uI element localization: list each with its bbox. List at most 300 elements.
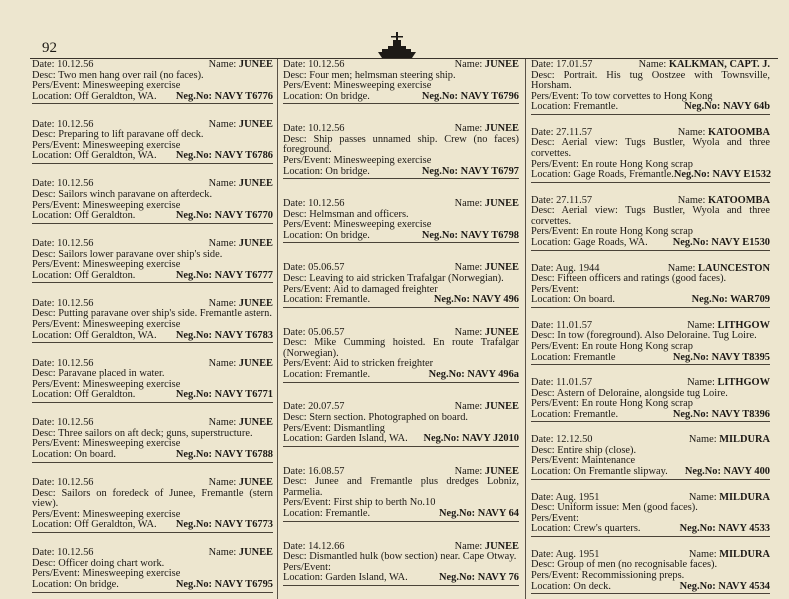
entry-location: Off Geraldton.	[74, 269, 136, 281]
name-label: Name:	[638, 59, 669, 70]
desc-label: Desc:	[283, 208, 310, 220]
entry-desc: Astern of Deloraine, alongside tug Loire.	[556, 387, 728, 399]
entry-name: MILDURA	[719, 434, 770, 446]
neg-label: Neg.No:	[433, 294, 473, 306]
entry-desc: Uniform issue: Men (good faces).	[557, 502, 698, 514]
desc-label: Desc:	[531, 559, 558, 571]
entry-neg: NAVY J2010	[462, 433, 519, 445]
desc-label: Desc:	[32, 129, 59, 141]
entry-location: Gage Roads, WA.	[573, 237, 648, 249]
entry-desc: Four men; helmsman steering ship.	[309, 69, 456, 81]
date-label: Date:	[283, 262, 309, 274]
entry-location: On board.	[573, 294, 615, 306]
pers-label: Pers/Event:	[531, 398, 582, 410]
desc-label: Desc:	[32, 557, 59, 569]
location-label: Location:	[531, 351, 574, 363]
date-label: Date:	[32, 476, 58, 488]
neg-label: Neg.No:	[691, 294, 731, 306]
pers-label: Pers/Event:	[32, 139, 83, 151]
entry-name: JUNEE	[484, 540, 519, 552]
name-label: Name:	[454, 59, 485, 70]
entry-date: 10.12.56	[57, 59, 94, 70]
entry-desc: Group of men (no recognisable faces).	[557, 559, 718, 571]
entry-name: JUNEE	[484, 465, 519, 477]
neg-label: Neg.No:	[428, 368, 468, 380]
pers-label: Pers/Event:	[531, 283, 579, 295]
entry-date: Aug. 1951	[555, 548, 600, 560]
desc-label: Desc:	[32, 487, 62, 499]
pers-label: Pers/Event:	[283, 80, 334, 92]
desc-label: Desc:	[283, 412, 310, 424]
desc-label: Desc:	[531, 502, 558, 514]
entry-desc: Fifteen officers and ratings (good faces).	[557, 273, 727, 285]
catalogue-entry	[531, 195, 770, 251]
entry-neg: WAR709	[730, 294, 770, 306]
date-label: Date:	[32, 547, 58, 559]
pers-label: Pers/Event:	[531, 512, 579, 524]
pers-label: Pers/Event:	[531, 158, 582, 170]
neg-label: Neg.No:	[423, 433, 463, 445]
entry-desc: Dismantled hulk (bow section) near. Cape Otway.	[309, 551, 517, 563]
entry-pers: Minesweeping exercise	[82, 378, 181, 390]
entry-date: 10.12.56	[57, 178, 94, 190]
entry-date: 10.12.56	[57, 417, 94, 429]
name-label: Name:	[208, 178, 239, 190]
entry-location: Off Geraldton.	[74, 389, 136, 401]
desc-label: Desc:	[283, 476, 315, 488]
entry-location: Garden Island, WA.	[325, 433, 408, 445]
entry-name: JUNEE	[238, 59, 273, 70]
name-label: Name:	[208, 59, 239, 70]
entry-location: Fremantle.	[325, 368, 371, 380]
entry-desc: Sailors on foredeck of Junee, Fremantle (stern view).	[32, 487, 273, 510]
entry-date: 10.12.56	[57, 547, 94, 559]
entry-name: KALKMAN, CAPT. J.	[668, 59, 770, 70]
entry-date: 05.06.57	[308, 326, 345, 338]
location-label: Location:	[283, 508, 326, 520]
column-2	[283, 59, 519, 595]
entry-date: 27.11.57	[556, 194, 593, 206]
entry-neg: NAVY 496a	[467, 368, 519, 380]
catalogue-entry	[531, 549, 770, 594]
entry-pers: Minesweeping exercise	[82, 139, 181, 151]
catalogue-entry	[32, 119, 273, 164]
column-divider	[525, 59, 526, 599]
desc-label: Desc:	[283, 337, 315, 349]
pers-label: Pers/Event:	[32, 259, 83, 271]
entry-desc: Three sailors on aft deck; guns, superstructure.	[58, 427, 253, 439]
entry-name: KATOOMBA	[708, 126, 770, 138]
entry-pers: Maintenance	[581, 455, 636, 467]
entry-date: 10.12.56	[57, 238, 94, 250]
entry-neg: NAVY 496	[472, 294, 519, 306]
name-label: Name:	[454, 198, 485, 210]
desc-label: Desc:	[32, 189, 59, 200]
desc-label: Desc:	[531, 330, 558, 342]
date-label: Date:	[283, 123, 309, 135]
date-label: Date:	[531, 319, 557, 331]
date-label: Date:	[531, 491, 556, 503]
entry-pers: Minesweeping exercise	[82, 199, 181, 211]
entry-date: 10.12.56	[308, 59, 345, 70]
date-label: Date:	[531, 59, 557, 70]
entry-desc: In tow (foreground). Also Deloraine. Tug Loire.	[557, 330, 757, 342]
pers-label: Pers/Event:	[32, 319, 83, 330]
neg-label: Neg.No:	[679, 523, 719, 535]
location-label: Location:	[283, 165, 326, 177]
entry-date: 10.12.56	[57, 118, 94, 130]
catalogue-entry	[32, 358, 273, 403]
entry-location: Fremantle.	[325, 508, 371, 520]
catalogue-entry	[531, 492, 770, 537]
desc-label: Desc:	[531, 273, 558, 285]
entry-location: On bridge.	[325, 229, 370, 241]
neg-label: Neg.No:	[175, 449, 215, 460]
entry-pers: Recommissioning preps.	[581, 569, 685, 581]
entry-neg: NAVY 4533	[718, 523, 770, 535]
entry-desc: Sailors lower paravane over ship's side.	[58, 248, 223, 260]
neg-label: Neg.No:	[672, 351, 712, 363]
entry-name: JUNEE	[238, 118, 273, 130]
location-label: Location:	[531, 237, 574, 249]
entry-desc: Aerial view: Tugs Bustler, Wyola and three corvettes.	[531, 137, 770, 160]
date-label: Date:	[283, 59, 309, 70]
neg-label: Neg.No:	[679, 580, 719, 592]
name-label: Name:	[454, 326, 485, 338]
entry-location: Crew's quarters.	[573, 523, 641, 535]
location-label: Location:	[531, 294, 574, 306]
location-label: Location:	[531, 580, 574, 592]
name-label: Name:	[688, 491, 720, 503]
entry-date: 27.11.57	[556, 126, 593, 138]
location-label: Location:	[32, 579, 75, 590]
entry-neg: NAVY E1532	[712, 169, 772, 181]
location-label: Location:	[531, 408, 574, 420]
pers-label: Pers/Event:	[32, 378, 83, 390]
desc-label: Desc:	[32, 308, 59, 320]
location-label: Location:	[32, 329, 75, 341]
name-label: Name:	[208, 476, 239, 488]
entry-neg: NAVY T6795	[214, 579, 273, 590]
pers-label: Pers/Event:	[283, 497, 334, 509]
entry-pers: Minesweeping exercise	[82, 508, 181, 520]
pers-label: Pers/Event:	[32, 199, 83, 211]
column-3	[531, 59, 770, 595]
desc-label: Desc:	[283, 133, 314, 145]
pers-label: Pers/Event:	[32, 508, 83, 520]
catalogue-entry	[283, 123, 519, 179]
neg-label: Neg.No:	[421, 90, 461, 102]
name-label: Name:	[454, 465, 485, 477]
entry-neg: NAVY T6788	[214, 449, 273, 460]
entry-date: 16.08.57	[308, 465, 345, 477]
entry-date: 10.12.56	[308, 123, 345, 135]
neg-label: Neg.No:	[684, 466, 724, 478]
date-label: Date:	[531, 434, 557, 446]
entry-neg: NAVY T6776	[214, 90, 273, 102]
ship-icon	[376, 30, 418, 60]
neg-label: Neg.No:	[672, 237, 712, 249]
entry-pers: En route Hong Kong scrap	[581, 398, 693, 410]
catalogue-entry	[531, 377, 770, 422]
date-label: Date:	[32, 118, 58, 130]
desc-label: Desc:	[531, 387, 557, 399]
entry-date: 14.12.66	[308, 540, 345, 552]
name-label: Name:	[687, 319, 718, 331]
pers-label: Pers/Event:	[283, 358, 333, 370]
pers-label: Pers/Event:	[283, 155, 334, 167]
name-label: Name:	[677, 126, 709, 138]
location-label: Location:	[32, 449, 75, 460]
neg-label: Neg.No:	[175, 90, 215, 102]
name-label: Name:	[667, 262, 699, 274]
entry-pers: Minesweeping exercise	[82, 568, 181, 580]
entry-neg: NAVY T8395	[711, 351, 770, 363]
column-divider	[277, 59, 278, 599]
catalogue-entry	[283, 466, 519, 522]
catalogue-entry	[283, 59, 519, 104]
entry-neg: NAVY 64	[477, 508, 519, 520]
date-label: Date:	[283, 326, 309, 338]
entry-location: On deck.	[573, 580, 611, 592]
neg-label: Neg.No:	[175, 269, 215, 281]
date-label: Date:	[531, 262, 556, 274]
name-label: Name:	[454, 123, 485, 135]
entry-location: On bridge.	[325, 165, 370, 177]
pers-label: Pers/Event:	[531, 226, 582, 238]
entry-pers: En route Hong Kong scrap	[581, 226, 693, 238]
entry-desc: Portrait. His tug Oostzee with Townsville, Horsham.	[531, 69, 770, 92]
column-1	[32, 59, 273, 595]
catalogue-entry	[32, 178, 273, 223]
location-label: Location:	[531, 169, 574, 181]
entry-neg: NAVY T8396	[711, 408, 770, 420]
date-label: Date:	[32, 297, 58, 309]
entry-date: 10.12.56	[308, 198, 345, 210]
location-label: Location:	[32, 90, 75, 102]
entry-location: Gage Roads, Fremantle.	[573, 169, 674, 181]
entry-pers: Minesweeping exercise	[82, 259, 181, 271]
name-label: Name:	[208, 118, 239, 130]
entry-name: JUNEE	[484, 198, 519, 210]
name-label: Name:	[454, 401, 485, 413]
entry-pers: En route Hong Kong scrap	[581, 340, 693, 352]
neg-label: Neg.No:	[175, 329, 215, 341]
entry-location: Off Geraldton, WA.	[74, 150, 157, 162]
entry-pers: Minesweeping exercise	[82, 319, 181, 330]
page-number: 92	[42, 40, 57, 56]
entry-desc: Entire ship (close).	[557, 444, 637, 456]
neg-label: Neg.No:	[175, 579, 215, 590]
date-label: Date:	[32, 59, 58, 70]
entry-desc: Ship passes unnamed ship. Crew (no faces) foreground.	[283, 133, 519, 156]
desc-label: Desc:	[32, 69, 59, 81]
catalogue-entry	[283, 262, 519, 307]
pers-label: Pers/Event:	[32, 80, 83, 92]
desc-label: Desc:	[531, 69, 564, 81]
entry-pers: First ship to berth No.10	[333, 497, 436, 509]
entry-name: JUNEE	[238, 547, 273, 559]
entry-name: MILDURA	[719, 548, 770, 560]
location-label: Location:	[283, 368, 326, 380]
entry-name: JUNEE	[238, 178, 273, 190]
entry-pers: Minesweeping exercise	[333, 80, 432, 92]
desc-label: Desc:	[531, 205, 562, 217]
desc-label: Desc:	[531, 444, 558, 456]
entry-name: LITHGOW	[717, 377, 770, 389]
pers-label: Pers/Event:	[32, 438, 83, 450]
location-label: Location:	[32, 519, 75, 531]
entry-desc: Helmsman and officers.	[309, 208, 409, 220]
date-label: Date:	[531, 377, 557, 389]
location-label: Location:	[283, 433, 326, 445]
catalogue-entry	[32, 417, 273, 462]
neg-label: Neg.No:	[421, 165, 461, 177]
catalogue-entry	[283, 327, 519, 383]
entry-desc: Stern section. Photographed on board.	[309, 412, 468, 424]
entry-desc: Two men hang over rail (no faces).	[58, 69, 204, 81]
name-label: Name:	[208, 357, 239, 369]
desc-label: Desc:	[531, 137, 562, 149]
entry-location: Garden Island, WA.	[325, 572, 408, 584]
entry-date: 05.06.57	[308, 262, 345, 274]
catalogue-entry	[531, 127, 770, 183]
entry-location: Off Geraldton.	[74, 210, 136, 222]
entry-desc: Putting paravane over ship's side. Fremantle astern.	[58, 308, 272, 320]
entry-pers: Aid to stricken freighter	[332, 358, 434, 370]
entry-pers: Minesweeping exercise	[82, 80, 181, 92]
entry-location: On bridge.	[74, 579, 119, 590]
entry-name: LITHGOW	[717, 319, 770, 331]
entry-name: JUNEE	[484, 401, 519, 413]
entry-name: KATOOMBA	[708, 194, 770, 206]
entry-desc: Aerial view: Tugs Bustler, Wyola and three corvettes.	[531, 205, 770, 227]
catalogue-entry	[531, 263, 770, 308]
entry-neg: NAVY T6777	[214, 269, 273, 281]
entry-neg: NAVY T6771	[214, 389, 273, 401]
catalogue-entry	[283, 401, 519, 446]
entry-location: On bridge.	[325, 90, 370, 102]
neg-label: Neg.No:	[175, 210, 215, 222]
name-label: Name:	[677, 194, 709, 206]
entry-neg: NAVY T6797	[460, 165, 519, 177]
entry-neg: NAVY 400	[723, 466, 770, 478]
entry-location: Off Geraldton, WA.	[74, 90, 157, 102]
entry-neg: NAVY 4534	[718, 580, 770, 592]
catalogue-entry	[531, 59, 770, 115]
neg-label: Neg.No:	[684, 101, 723, 113]
location-label: Location:	[283, 294, 326, 306]
entry-date: 10.12.56	[57, 297, 94, 309]
neg-label: Neg.No:	[421, 229, 461, 241]
entry-neg: NAVY E1530	[711, 237, 770, 249]
entry-desc: Preparing to lift paravane off deck.	[58, 129, 204, 141]
location-label: Location:	[32, 389, 75, 401]
entry-date: Aug. 1944	[555, 262, 600, 274]
location-label: Location:	[32, 150, 75, 162]
location-label: Location:	[32, 269, 75, 281]
entry-location: Fremantle.	[325, 294, 371, 306]
entry-name: JUNEE	[238, 357, 273, 369]
entry-name: JUNEE	[484, 59, 519, 70]
catalogue-entry	[32, 477, 273, 533]
name-label: Name:	[208, 238, 239, 250]
pers-label: Pers/Event:	[531, 569, 582, 581]
entry-name: JUNEE	[484, 123, 519, 135]
entry-pers: Minesweeping exercise	[333, 219, 432, 231]
catalogue-entry	[32, 59, 273, 104]
name-label: Name:	[688, 548, 720, 560]
desc-label: Desc:	[32, 368, 59, 380]
location-label: Location:	[283, 90, 326, 102]
entry-date: 17.01.57	[556, 59, 593, 70]
catalogue-entry	[283, 198, 519, 243]
catalogue-entry	[32, 238, 273, 283]
name-label: Name:	[208, 297, 239, 309]
entry-neg: NAVY T6796	[460, 90, 519, 102]
entry-pers: Minesweeping exercise	[333, 155, 432, 167]
catalogue-entry	[283, 541, 519, 586]
date-label: Date:	[531, 194, 557, 206]
entry-name: JUNEE	[484, 326, 519, 338]
entry-neg: NAVY T6786	[214, 150, 273, 162]
entry-name: MILDURA	[719, 491, 770, 503]
entry-date: 10.12.56	[57, 476, 94, 488]
name-label: Name:	[687, 377, 718, 389]
entry-location: On board.	[74, 449, 116, 460]
entry-date: 10.12.56	[57, 357, 94, 369]
entry-neg: NAVY T6770	[214, 210, 273, 222]
entry-location: Fremantle.	[573, 408, 619, 420]
neg-label: Neg.No:	[673, 169, 713, 181]
entry-name: LAUNCESTON	[698, 262, 770, 274]
entry-pers: To tow corvettes to Hong Kong	[581, 90, 713, 102]
entry-date: 12.12.50	[556, 434, 593, 446]
entry-neg: NAVY 76	[477, 572, 519, 584]
date-label: Date:	[531, 548, 556, 560]
entry-neg: NAVY T6783	[214, 329, 273, 341]
entry-location: Fremantle.	[573, 101, 619, 113]
entry-name: JUNEE	[238, 297, 273, 309]
date-label: Date:	[283, 540, 309, 552]
date-label: Date:	[283, 198, 309, 210]
entry-desc: Mike Cumming hoisted. En route Trafalgar (Norwegian).	[283, 337, 519, 359]
date-label: Date:	[32, 178, 58, 190]
location-label: Location:	[283, 572, 326, 584]
name-label: Name:	[208, 417, 239, 429]
neg-label: Neg.No:	[175, 519, 215, 531]
pers-label: Pers/Event:	[283, 283, 333, 295]
desc-label: Desc:	[283, 551, 310, 563]
entry-pers: En route Hong Kong scrap	[581, 158, 693, 170]
name-label: Name:	[208, 547, 239, 559]
pers-label: Pers/Event:	[283, 219, 334, 231]
date-label: Date:	[32, 238, 58, 250]
pers-label: Pers/Event:	[32, 568, 83, 580]
location-label: Location:	[531, 101, 574, 113]
date-label: Date:	[32, 357, 58, 369]
neg-label: Neg.No:	[672, 408, 712, 420]
location-label: Location:	[531, 466, 574, 478]
location-label: Location:	[283, 229, 326, 241]
neg-label: Neg.No:	[175, 150, 215, 162]
catalogue-entry	[531, 320, 770, 365]
catalogue-entry	[531, 434, 770, 479]
entry-date: 11.01.57	[556, 377, 593, 389]
entry-location: On Fremantle slipway.	[573, 466, 668, 478]
entry-location: Fremantle	[573, 351, 616, 363]
desc-label: Desc:	[283, 272, 310, 284]
